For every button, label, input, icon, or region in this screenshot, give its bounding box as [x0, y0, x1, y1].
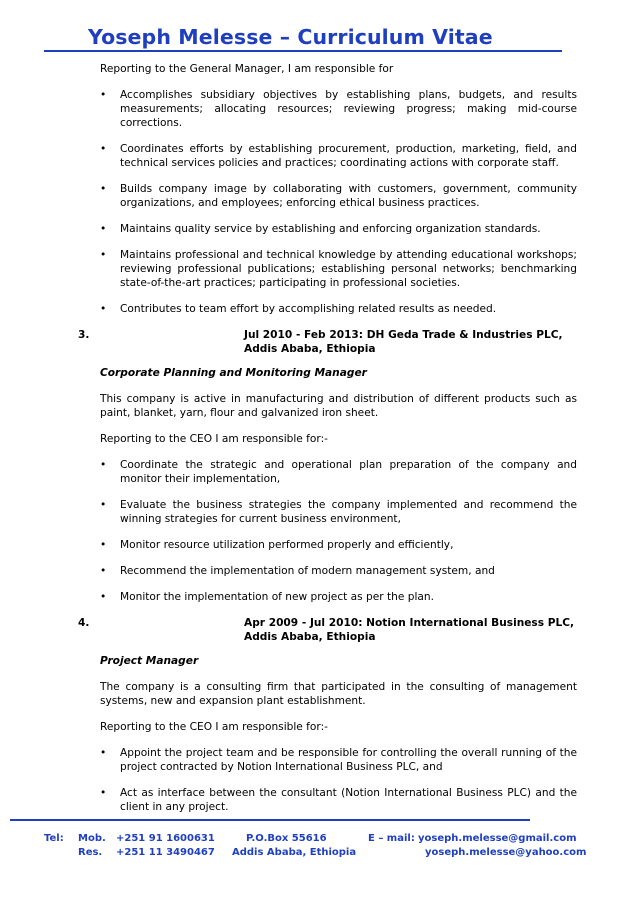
residence-label: Res.	[78, 847, 103, 858]
responsibility-item: • Evaluate the business strategies the company implemented and recommend the winning strategies for current business environment,	[100, 498, 577, 526]
responsibility-item: • Act as interface between the consultant (Notion International Business PLC) and the client in any project.	[100, 786, 577, 814]
responsibility-item: • Monitor the implementation of new project as per the plan.	[100, 590, 577, 604]
reporting-line: Reporting to the CEO I am responsible for:-	[100, 433, 328, 445]
job-location: Addis Ababa, Ethiopia	[244, 343, 376, 355]
responsibility-item: • Maintains professional and technical knowledge by attending educational workshops; reviewing professional publications; establishing personal networks; benchmarking state-of-the-art practices; participating in professional societies.	[100, 248, 577, 290]
cv-title: Yoseph Melesse – Curriculum Vitae	[88, 25, 493, 49]
title-rule	[44, 50, 562, 52]
job-position: Corporate Planning and Monitoring Manager	[100, 367, 367, 379]
responsibility-item: • Contributes to team effort by accomplishing related results as needed.	[100, 302, 577, 316]
responsibility-item: • Builds company image by collaborating with customers, government, community organizations, and employees; enforcing ethical business practices.	[100, 182, 577, 210]
responsibility-item: • Accomplishes subsidiary objectives by establishing plans, budgets, and results measurements; allocating resources; reviewing progress; making mid-course corrections.	[100, 88, 577, 130]
city: Addis Ababa, Ethiopia	[232, 847, 357, 858]
mobile-number: +251 91 1600631	[116, 833, 215, 844]
job-location: Addis Ababa, Ethiopia	[244, 631, 376, 643]
mobile-label: Mob.	[78, 833, 106, 844]
company-description: The company is a consulting firm that participated in the consulting of management systems, new and expansion plant establishment.	[100, 681, 577, 707]
responsibility-item: • Coordinate the strategic and operational plan preparation of the company and monitor their implementation,	[100, 458, 577, 486]
responsibility-item: • Appoint the project team and be responsible for controlling the overall running of the project contracted by Notion International Business PLC, and	[100, 746, 577, 774]
job-heading	[78, 328, 577, 356]
cv-body	[78, 62, 577, 826]
job-position: Project Manager	[100, 655, 199, 667]
responsibility-item: • Coordinates efforts by establishing procurement, production, marketing, field, and technical services policies and practices; coordinating actions with corporate staff.	[100, 142, 577, 170]
job-number: 3.	[78, 329, 90, 341]
residence-number: +251 11 3490467	[116, 847, 215, 858]
responsibility-list	[100, 458, 577, 604]
job-period-company: Apr 2009 - Jul 2010: Notion International Business PLC,	[244, 617, 575, 629]
responsibility-item: • Maintains quality service by establishing and enforcing organization standards.	[100, 222, 577, 236]
tel-label: Tel:	[44, 833, 64, 844]
responsibility-item: • Recommend the implementation of modern management system, and	[100, 564, 577, 578]
reporting-line: Reporting to the CEO I am responsible for:-	[100, 721, 328, 733]
email-secondary[interactable]: yoseph.melesse@yahoo.com	[425, 847, 587, 858]
reporting-line: Reporting to the General Manager, I am responsible for	[100, 63, 394, 75]
email-primary[interactable]: yoseph.melesse@gmail.com	[418, 833, 577, 844]
job-heading	[78, 616, 577, 644]
email-label: E – mail:	[368, 833, 415, 844]
responsibility-list	[100, 746, 577, 814]
po-box: P.O.Box 55616	[246, 833, 327, 844]
job-number: 4.	[78, 617, 90, 629]
responsibility-list	[100, 88, 577, 316]
responsibility-item: • Monitor resource utilization performed properly and efficiently,	[100, 538, 577, 552]
company-description: This company is active in manufacturing and distribution of different products such as paint, blanket, yarn, flour and galvanized iron sheet.	[100, 393, 577, 419]
job-period-company: Jul 2010 - Feb 2013: DH Geda Trade & Industries PLC,	[244, 329, 563, 341]
footer-rule	[10, 819, 530, 821]
